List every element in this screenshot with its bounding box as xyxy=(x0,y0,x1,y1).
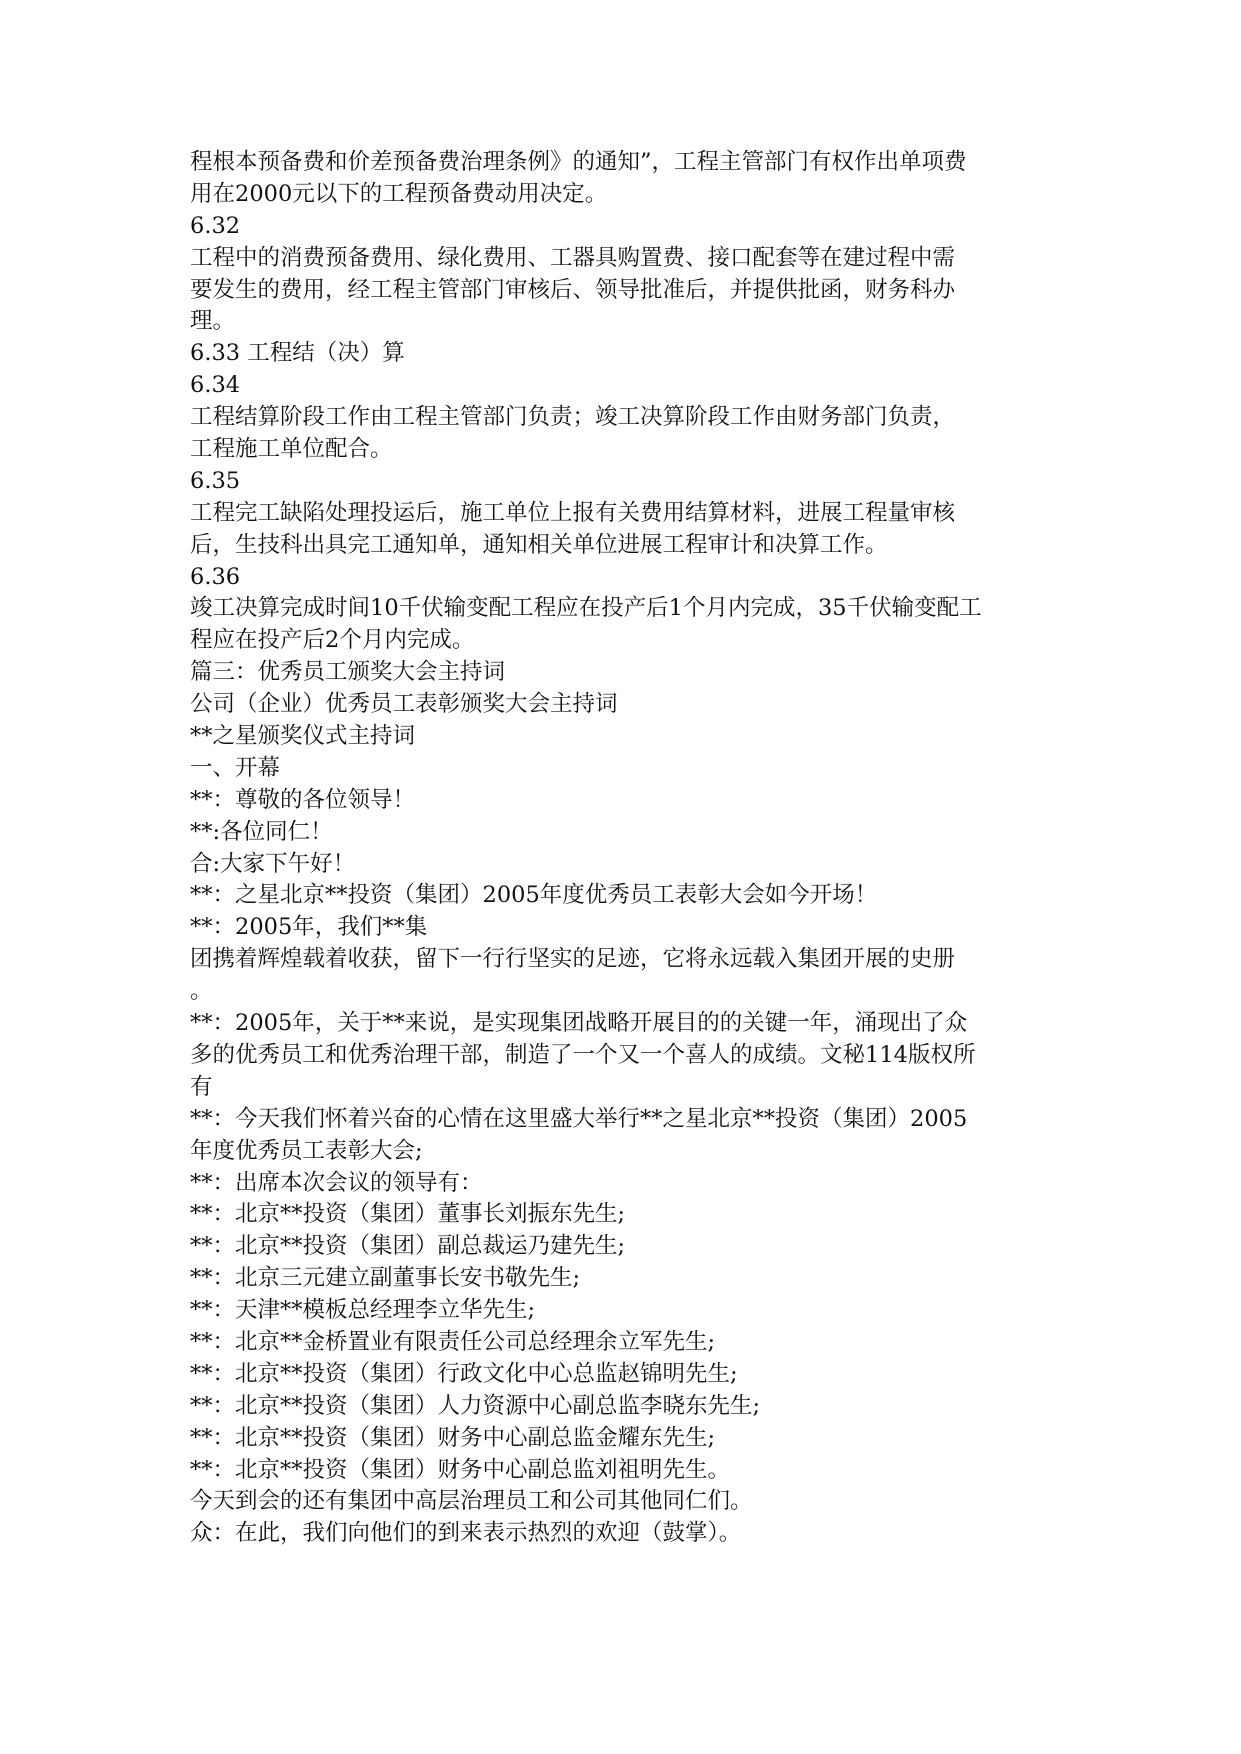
text-line: 后，生技科出具完工通知单，通知相关单位进展工程审计和决算工作。 xyxy=(190,531,888,558)
section-number: 6.34 xyxy=(190,372,241,399)
section-number: 6.35 xyxy=(190,467,241,494)
text-line: 用在2000元以下的工程预备费动用决定。 xyxy=(190,180,608,207)
text-line: 要发生的费用，经工程主管部门审核后、领导批准后，并提供批函，财务科办 xyxy=(190,276,956,303)
text-line: **：天津**模板总经理李立华先生; xyxy=(190,1297,536,1324)
text-line: **：北京**投资（集团）董事长刘振东先生; xyxy=(190,1201,626,1228)
part-heading: 一、开幕 xyxy=(190,754,281,781)
article-subtitle: **之星颁奖仪式主持词 xyxy=(190,723,416,750)
text-line: 多的优秀员工和优秀治理干部，制造了一个又一个喜人的成绩。文秘114版权所 xyxy=(190,1041,976,1068)
text-line: 今天到会的还有集团中高层治理员工和公司其他同仁们。 xyxy=(190,1488,753,1515)
text-line: 工程施工单位配合。 xyxy=(190,436,393,463)
section-number: 6.32 xyxy=(190,212,241,239)
text-line: **：北京**投资（集团）副总裁运乃建先生; xyxy=(190,1233,626,1260)
document-page xyxy=(190,147,1070,1550)
text-line: **：尊敬的各位领导！ xyxy=(190,786,416,813)
text-line: 竣工决算完成时间10千伏输变配工程应在投产后1个月内完成，35千伏输变配工 xyxy=(190,595,982,622)
text-line: 工程中的消费预备费用、绿化费用、工器具购置费、接口配套等在建过程中需 xyxy=(190,244,956,271)
text-line: 理。 xyxy=(190,308,236,335)
text-line: **:各位同仁！ xyxy=(190,818,333,845)
section-number: 6.36 xyxy=(190,563,241,590)
text-line: **：北京**投资（集团）财务中心副总监金耀东先生; xyxy=(190,1424,716,1451)
text-line: **：北京**投资（集团）人力资源中心副总监李晓东先生; xyxy=(190,1392,761,1419)
text-line: 团携着辉煌载着收获，留下一行行坚实的足迹，它将永远载入集团开展的史册 xyxy=(190,946,956,973)
text-line: **：北京**投资（集团）行政文化中心总监赵锦明先生; xyxy=(190,1360,738,1387)
text-line: **：今天我们怀着兴奋的心情在这里盛大举行**之星北京**投资（集团）2005 xyxy=(190,1105,968,1132)
text-line: 合:大家下午好！ xyxy=(190,850,356,877)
text-line: 年度优秀员工表彰大会; xyxy=(190,1137,423,1164)
article-title: 公司（企业）优秀员工表彰颁奖大会主持词 xyxy=(190,691,618,718)
text-line: **：北京**金桥置业有限责任公司总经理余立军先生; xyxy=(190,1328,716,1355)
text-line: 工程完工缺陷处理投运后，施工单位上报有关费用结算材料，进展工程量审核 xyxy=(190,499,956,526)
text-line: 程根本预备费和价差预备费治理条例》的通知”，工程主管部门有权作出单项费 xyxy=(190,149,967,175)
text-line: 众：在此，我们向他们的到来表示热烈的欢迎（鼓掌）。 xyxy=(190,1520,742,1547)
text-line: 。 xyxy=(190,978,213,1005)
text-line: **：之星北京**投资（集团）2005年度优秀员工表彰大会如今开场！ xyxy=(190,882,878,909)
text-line: **：2005年，关于**来说，是实现集团战略开展目的的关键一年，涌现出了众 xyxy=(190,1010,968,1037)
text-line: 有 xyxy=(190,1073,213,1100)
section-heading: 6.33 工程结（决）算 xyxy=(190,340,405,367)
text-line: 工程结算阶段工作由工程主管部门负责；竣工决算阶段工作由财务部门负责， xyxy=(190,404,956,431)
article-heading: 篇三：优秀员工颁奖大会主持词 xyxy=(190,659,506,686)
text-line: **：出席本次会议的领导有： xyxy=(190,1169,483,1196)
text-line: **：2005年，我们**集 xyxy=(190,914,428,941)
text-line: **：北京**投资（集团）财务中心副总监刘祖明先生。 xyxy=(190,1456,731,1483)
text-line: **：北京三元建立副董事长安书敬先生; xyxy=(190,1265,581,1292)
text-line: 程应在投产后2个月内完成。 xyxy=(190,627,475,654)
